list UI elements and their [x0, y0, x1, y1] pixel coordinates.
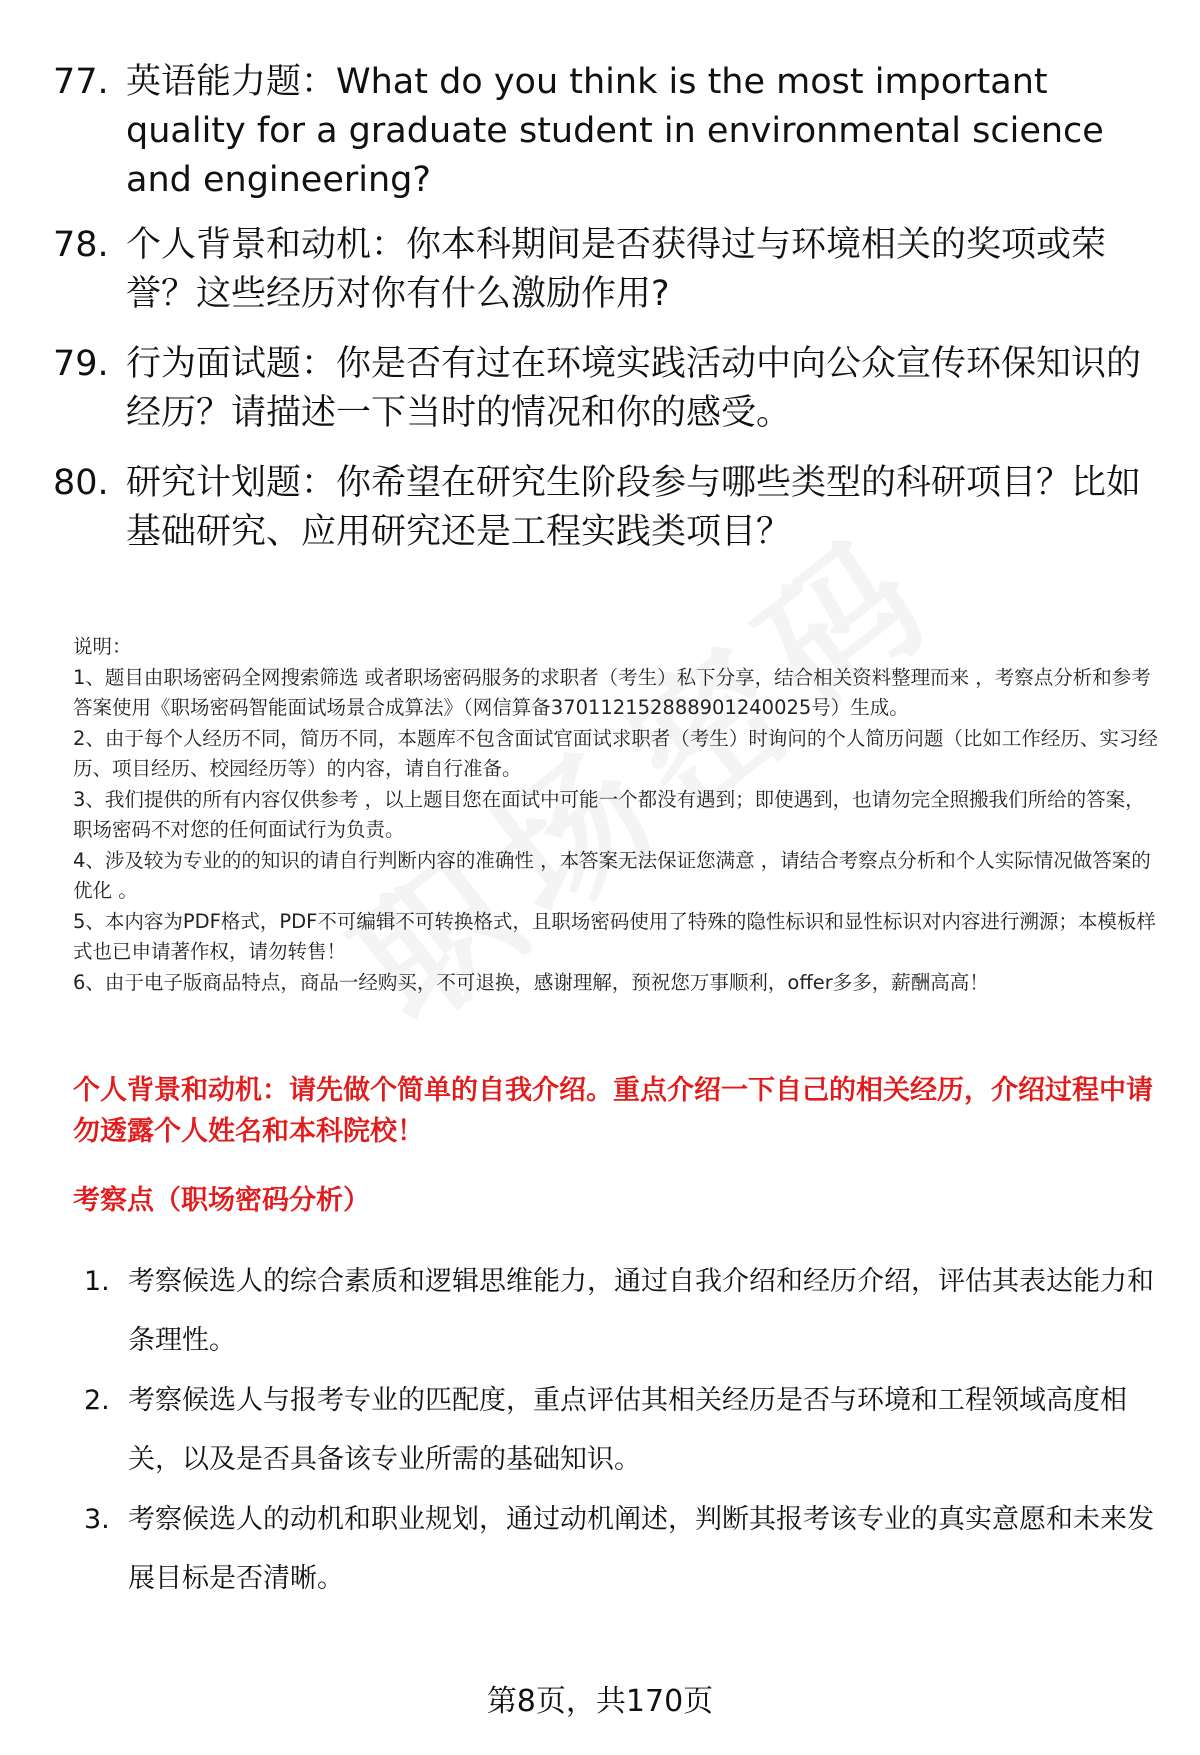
notes-heading: 说明：: [73, 635, 132, 658]
question-80: [53, 459, 1163, 557]
point-number: 3.: [84, 1504, 110, 1535]
analysis-points: [84, 1253, 1154, 1610]
note-item: 3、我们提供的所有内容仅供参考 ，以上题目您在面试中可能一个都没有遇到；即使遇到，也请勿完全照搬我们所给的答案，职场密码不对您的任何面试行为负责。: [73, 787, 1145, 841]
note-item: 2、由于每个人经历不同，简历不同，本题库不包含面试官面试求职者（考生）时询问的个人简历问题（比如工作经历、实习经历、项目经历、校园经历等）的内容，请自行准备。: [73, 726, 1158, 780]
analysis-heading: 考察点（职场密码分析）: [73, 1185, 370, 1216]
point-number: 2.: [84, 1385, 110, 1416]
analysis-point: [84, 1372, 1154, 1489]
question-text: 研究计划题：你希望在研究生阶段参与哪些类型的科研项目？比如基础研究、应用研究还是工程实践类项目？: [126, 463, 1142, 552]
highlight-question: 个人背景和动机：请先做个简单的自我介绍。重点介绍一下自己的相关经历，介绍过程中请勿透露个人姓名和本科院校！: [73, 1075, 1153, 1147]
question-text: 行为面试题：你是否有过在环境实践活动中向公众宣传环保知识的经历？请描述一下当时的情况和你的感受。: [126, 344, 1142, 433]
point-text: 考察候选人与报考专业的匹配度，重点评估其相关经历是否与环境和工程领域高度相关，以及是否具备该专业所需的基础知识。: [128, 1385, 1127, 1475]
note-item: 6、由于电子版商品特点，商品一经购买，不可退换，感谢理解，预祝您万事顺利，offer多多，薪酬高高！: [73, 970, 989, 994]
analysis-point: [84, 1253, 1154, 1370]
question-78: [53, 221, 1163, 319]
point-text: 考察候选人的综合素质和逻辑思维能力，通过自我介绍和经历介绍，评估其表达能力和条理性。: [128, 1266, 1154, 1356]
question-number: 80.: [53, 463, 109, 503]
point-number: 1.: [84, 1266, 110, 1297]
question-number: 79.: [53, 344, 109, 384]
note-item: 5、本内容为PDF格式，PDF不可编辑不可转换格式，且职场密码使用了特殊的隐性标识和显性标识对内容进行溯源；本模板样式也已申请著作权，请勿转售！: [73, 909, 1156, 963]
question-79: [53, 340, 1163, 438]
question-number: 77.: [53, 62, 109, 102]
question-77: [53, 58, 1163, 205]
question-text: 英语能力题：What do you think is the most important quality for a graduate student in environmental science and engineering?: [126, 62, 1104, 200]
analysis-point: [84, 1491, 1154, 1608]
question-number: 78.: [53, 225, 109, 265]
page-footer: 第8页，共170页: [486, 1684, 714, 1719]
note-item: 4、涉及较为专业的的知识的请自行判断内容的准确性 ，本答案无法保证您满意 ，请结合考察点分析和个人实际情况做答案的优化 。: [73, 848, 1151, 902]
point-text: 考察候选人的动机和职业规划，通过动机阐述，判断其报考该专业的真实意愿和未来发展目标是否清晰。: [128, 1504, 1154, 1594]
question-text: 个人背景和动机：你本科期间是否获得过与环境相关的奖项或荣誉？这些经历对你有什么激励作用?: [126, 225, 1107, 314]
note-item: 1、题目由职场密码全网搜索筛选 或者职场密码服务的求职者（考生）私下分享，结合相关资料整理而来 ，考察点分析和参考答案使用《职场密码智能面试场景合成算法》（网信算备370112152888901240025号）生成。: [73, 665, 1151, 719]
disclaimer-notes: [73, 632, 1163, 998]
